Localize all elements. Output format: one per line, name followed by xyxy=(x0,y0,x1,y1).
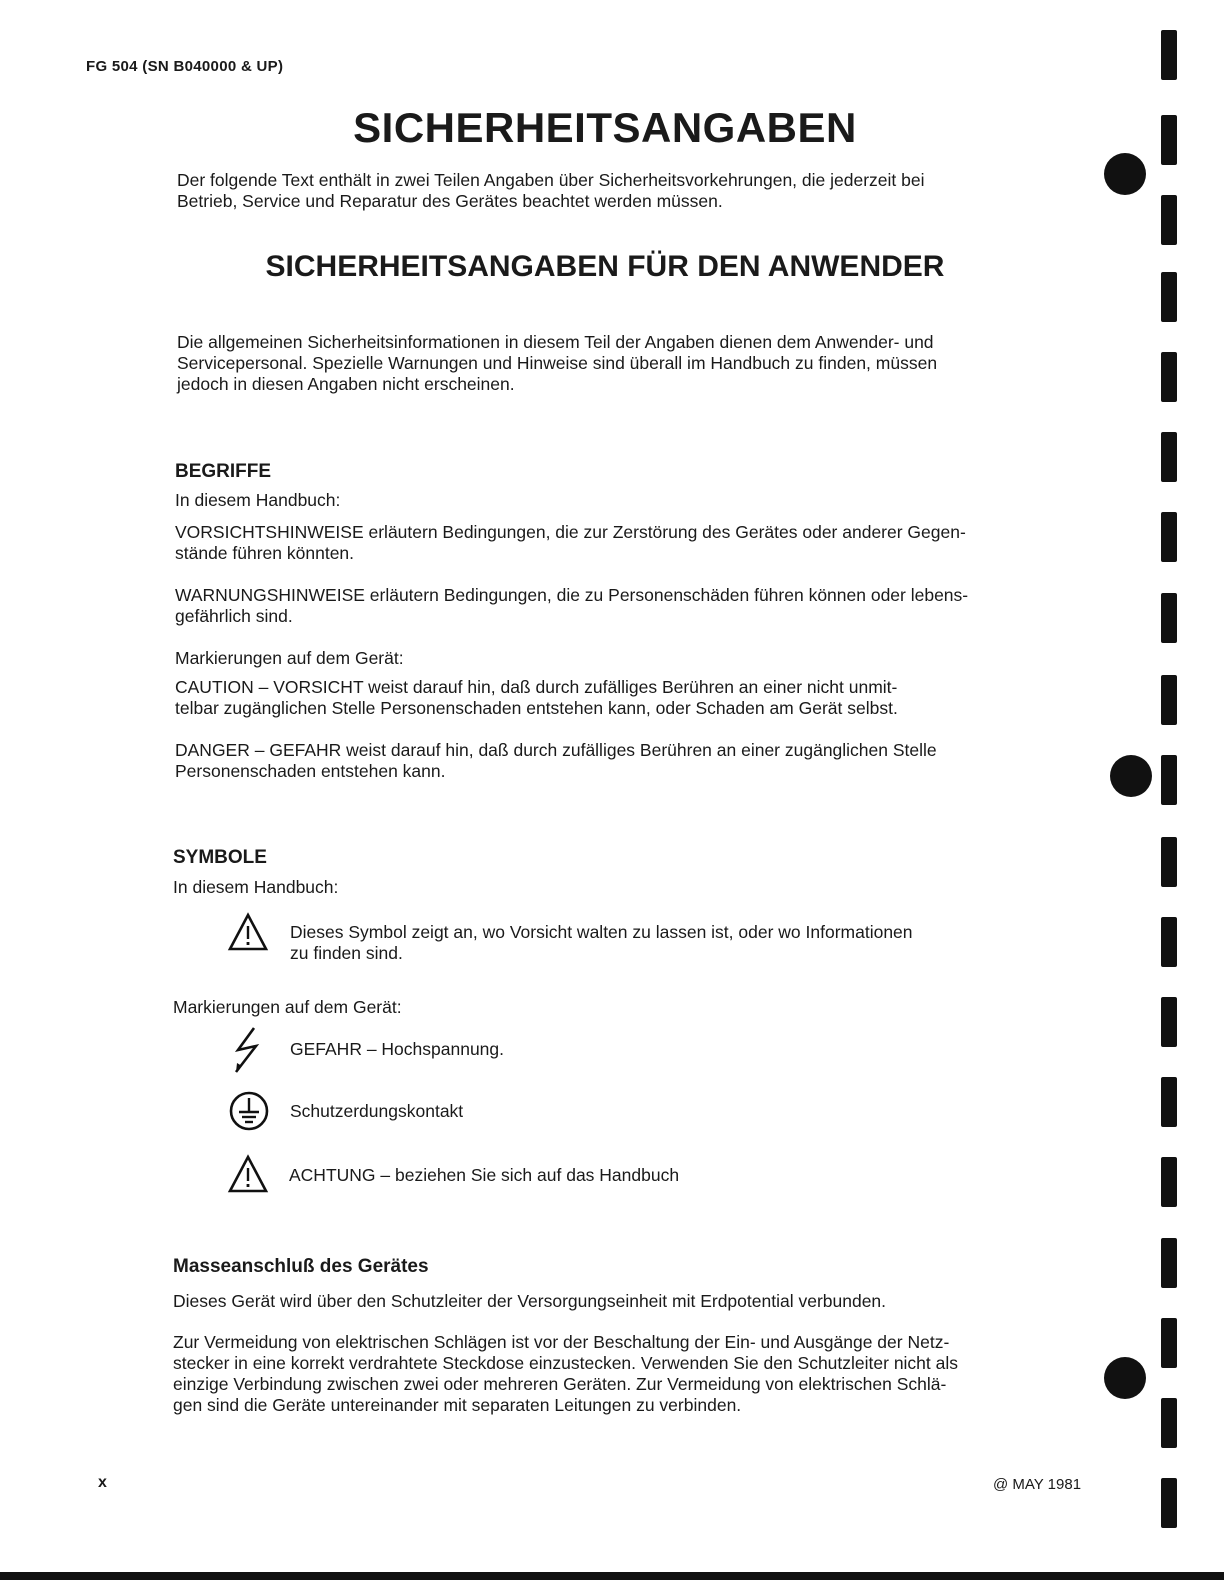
caution-symbol-line: zu finden sind. xyxy=(290,943,403,963)
ground-p2-line: einzige Verbindung zwischen zwei oder mehreren Geräten. Zur Vermeidung von elektrischen Schlä- xyxy=(173,1374,947,1394)
binder-slot xyxy=(1161,512,1177,562)
warning-triangle-icon xyxy=(227,912,269,952)
binder-slot xyxy=(1161,1478,1177,1528)
general-paragraph xyxy=(177,332,937,395)
binder-hole xyxy=(1104,153,1146,195)
symbole-markings: Markierungen auf dem Gerät: xyxy=(173,997,402,1017)
protective-ground-icon xyxy=(228,1090,270,1132)
page-bottom-edge xyxy=(0,1572,1224,1580)
high-voltage-label: GEFAHR – Hochspannung. xyxy=(290,1039,505,1059)
binder-slot xyxy=(1161,675,1177,725)
warning-line: gefährlich sind. xyxy=(175,606,293,626)
general-line: Die allgemeinen Sicherheitsinformationen in diesem Teil der Angaben dienen dem Anwender- und xyxy=(177,332,934,352)
binder-hole xyxy=(1104,1357,1146,1399)
intro-line: Der folgende Text enthält in zwei Teilen Angaben über Sicherheitsvorkehrungen, die jederzeit bei xyxy=(177,170,925,190)
caution-mark-line: telbar zugänglichen Stelle Personenschaden entstehen kann, oder Schaden am Gerät selbst. xyxy=(175,698,898,718)
intro-line: Betrieb, Service und Reparatur des Gerätes beachtet werden müssen. xyxy=(177,191,723,211)
binder-slot xyxy=(1161,917,1177,967)
attention-triangle-icon xyxy=(227,1154,269,1194)
caution-line: stände führen könnten. xyxy=(175,543,355,563)
page-title: SICHERHEITSANGABEN xyxy=(353,104,857,151)
binder-slot xyxy=(1161,837,1177,887)
binder-slot xyxy=(1161,432,1177,482)
binder-slot xyxy=(1161,1077,1177,1127)
binder-slot xyxy=(1161,272,1177,322)
caution-marking-definition xyxy=(175,677,898,719)
ground-p2-line: stecker in eine korrekt verdrahtete Steckdose einzustecken. Verwenden Sie den Schutzleiter nicht als xyxy=(173,1353,959,1373)
caution-line: VORSICHTSHINWEISE erläutern Bedingungen, die zur Zerstörung des Gerätes oder anderer Gegen- xyxy=(175,522,966,542)
ground-p2-line: gen sind die Geräte untereinander mit separaten Leitungen zu verbinden. xyxy=(173,1395,742,1415)
ground-paragraph-2 xyxy=(173,1332,958,1416)
caution-definition xyxy=(175,522,966,564)
binder-slot xyxy=(1161,997,1177,1047)
danger-mark-line: DANGER – GEFAHR weist darauf hin, daß durch zufälliges Berühren an einer zugänglichen Stelle xyxy=(175,740,937,760)
binder-slot xyxy=(1161,1157,1177,1207)
binder-slot xyxy=(1161,1318,1177,1368)
ground-p2-line: Zur Vermeidung von elektrischen Schlägen ist vor der Beschaltung der Ein- und Ausgänge der Netz- xyxy=(173,1332,950,1352)
binder-slot xyxy=(1161,593,1177,643)
symbole-heading: SYMBOLE xyxy=(173,847,267,868)
general-line: Servicepersonal. Spezielle Warnungen und Hinweise sind überall im Handbuch zu finden, müssen xyxy=(177,353,938,373)
ground-section-heading: Masseanschluß des Gerätes xyxy=(173,1256,429,1277)
general-line: jedoch in diesen Angaben nicht erscheinen. xyxy=(177,374,515,394)
intro-paragraph xyxy=(177,170,924,212)
warning-definition xyxy=(175,585,968,627)
begriffe-heading: BEGRIFFE xyxy=(175,461,272,482)
warning-line: WARNUNGSHINWEISE erläutern Bedingungen, die zu Personenschäden führen können oder lebens- xyxy=(175,585,969,605)
binder-hole xyxy=(1110,755,1152,797)
binder-slot xyxy=(1161,1238,1177,1288)
section-title-user: SICHERHEITSANGABEN FÜR DEN ANWENDER xyxy=(265,250,945,283)
binder-slot xyxy=(1161,1398,1177,1448)
binder-slot xyxy=(1161,352,1177,402)
binder-slot xyxy=(1161,755,1177,805)
begriffe-markings: Markierungen auf dem Gerät: xyxy=(175,648,404,668)
ground-paragraph-1: Dieses Gerät wird über den Schutzleiter der Versorgungseinheit mit Erdpotential verbunden. xyxy=(173,1291,887,1311)
binder-slot xyxy=(1161,195,1177,245)
binder-slot xyxy=(1161,115,1177,165)
begriffe-in-manual: In diesem Handbuch: xyxy=(175,490,341,510)
copyright-date: @ MAY 1981 xyxy=(993,1476,1082,1493)
page-number: x xyxy=(98,1474,107,1491)
danger-marking-definition xyxy=(175,740,937,782)
symbole-in-manual: In diesem Handbuch: xyxy=(173,877,339,897)
danger-mark-line: Personenschaden entstehen kann. xyxy=(175,761,446,781)
caution-mark-line: CAUTION – VORSICHT weist darauf hin, daß durch zufälliges Berühren an einer nicht unmit- xyxy=(175,677,898,697)
lightning-bolt-icon xyxy=(228,1026,268,1074)
binder-slot xyxy=(1161,30,1177,80)
ground-label: Schutzerdungskontakt xyxy=(290,1101,464,1121)
attention-label: ACHTUNG – beziehen Sie sich auf das Handbuch xyxy=(289,1165,680,1185)
document-header: FG 504 (SN B040000 & UP) xyxy=(86,58,284,75)
caution-symbol-line: Dieses Symbol zeigt an, wo Vorsicht walten zu lassen ist, oder wo Informationen xyxy=(290,922,913,942)
caution-symbol-description xyxy=(290,922,913,964)
